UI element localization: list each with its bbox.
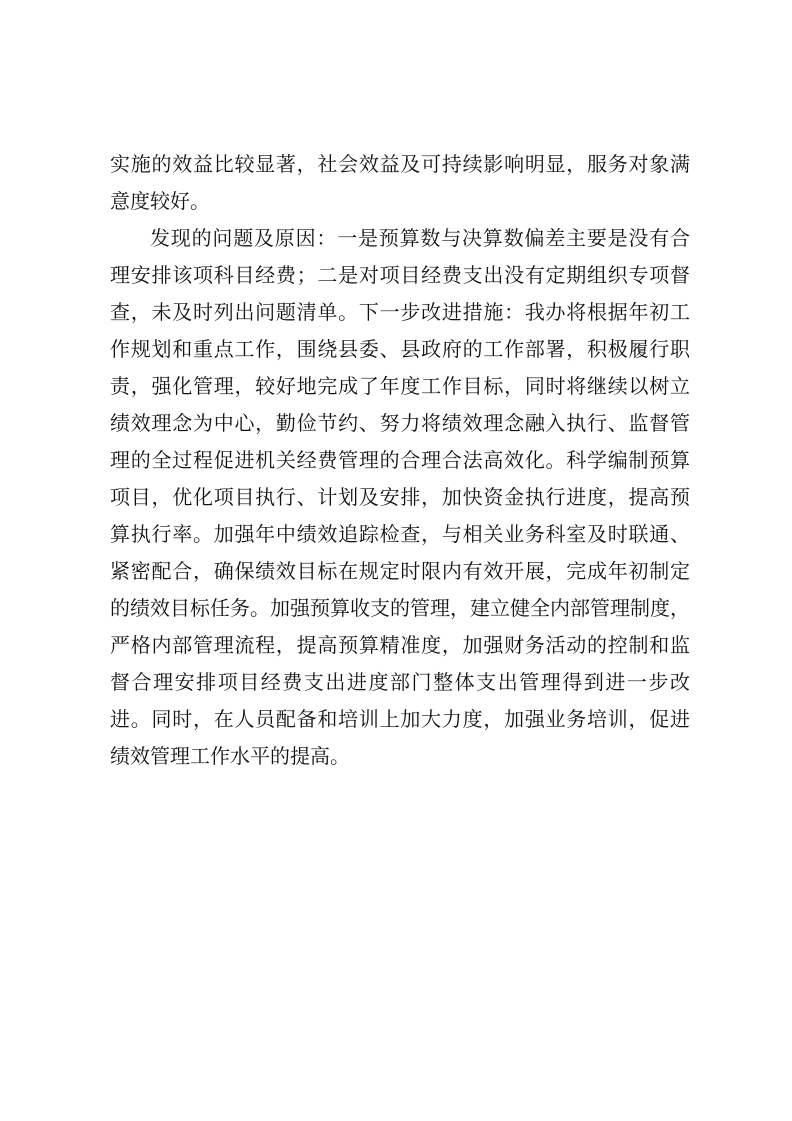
text-line: 紧密配合，确保绩效目标在规定时限内有效开展，完成年初制定 xyxy=(110,559,690,583)
body-text xyxy=(110,146,690,775)
text-line: 责，强化管理，较好地完成了年度工作目标，同时将继续以树立 xyxy=(110,374,690,398)
text-line: 项目，优化项目执行、计划及安排，加快资金执行进度，提高预 xyxy=(110,485,690,509)
text-line: 进。同时，在人员配备和培训上加大力度，加强业务培训，促进 xyxy=(110,707,690,731)
text-line: 绩效理念为中心，勤俭节约、努力将绩效理念融入执行、监督管 xyxy=(110,411,690,435)
text-line: 绩效管理工作水平的提高。 xyxy=(110,744,350,768)
text-line: 算执行率。加强年中绩效追踪检查，与相关业务科室及时联通、 xyxy=(110,522,690,546)
text-line: 督合理安排项目经费支出进度部门整体支出管理得到进一步改 xyxy=(110,670,690,694)
text-line: 理的全过程促进机关经费管理的合理合法高效化。科学编制预算 xyxy=(110,448,690,472)
text-line: 实施的效益比较显著，社会效益及可持续影响明显，服务对象满 xyxy=(110,152,690,176)
text-line: 作规划和重点工作，围绕县委、县政府的工作部署，积极履行职 xyxy=(110,337,690,361)
text-line: 的绩效目标任务。加强预算收支的管理，建立健全内部管理制度， xyxy=(110,596,690,620)
text-line: 发现的问题及原因：一是预算数与决算数偏差主要是没有合 xyxy=(150,226,690,250)
text-line: 意度较好。 xyxy=(110,189,210,213)
text-line: 严格内部管理流程，提高预算精准度，加强财务活动的控制和监 xyxy=(110,633,690,657)
text-line: 理安排该项科目经费；二是对项目经费支出没有定期组织专项督 xyxy=(110,263,690,287)
text-line: 查，未及时列出问题清单。下一步改进措施：我办将根据年初工 xyxy=(110,300,690,324)
